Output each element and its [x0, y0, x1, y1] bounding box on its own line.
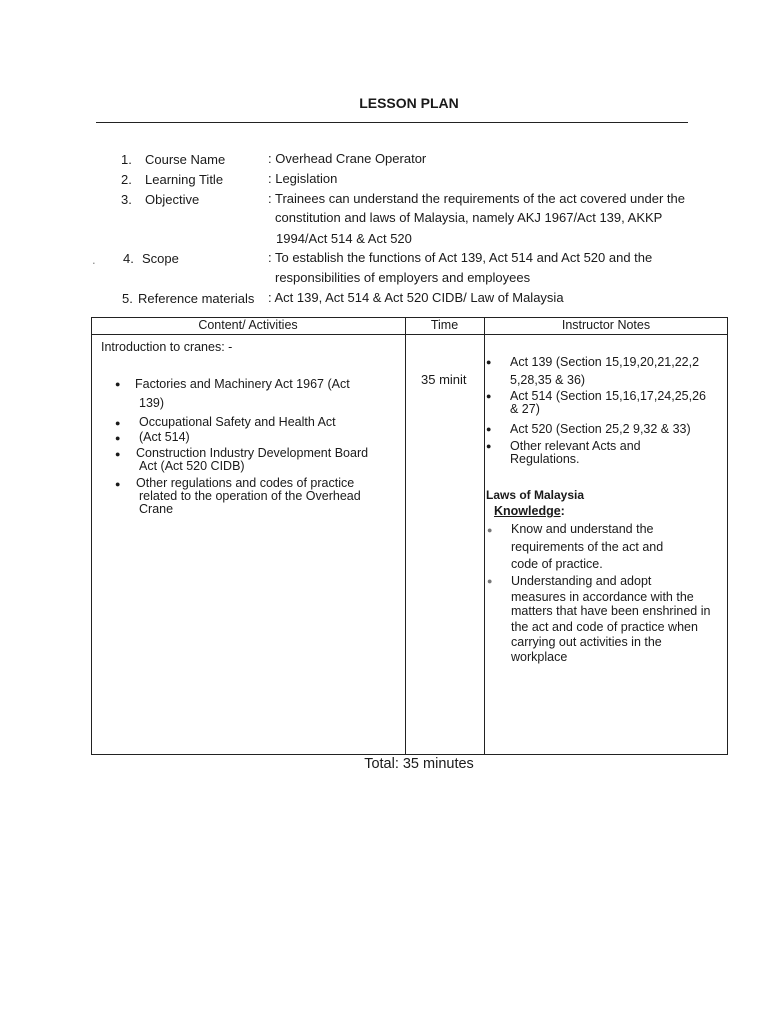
table-divider-1: [405, 317, 406, 755]
info-5-label: Reference materials: [138, 291, 255, 306]
knowledge-item-1-line2: requirements of the act and: [511, 540, 664, 554]
knowledge-heading: [494, 504, 565, 518]
notes-item-2-line2: & 27): [510, 402, 540, 416]
notes-bullet-3: ●: [486, 424, 492, 434]
notes-bullet-1: ●: [486, 357, 492, 367]
knowledge-item-2-line2: measures in accordance with the: [511, 590, 694, 604]
notes-item-4-line1: Other relevant Acts and: [510, 439, 641, 453]
info-3-num: 3.: [121, 192, 132, 207]
notes-item-1-line2: 5,28,35 & 36): [510, 373, 586, 387]
knowledge-heading-text: Knowledge: [494, 504, 561, 518]
info-4-num: 4.: [123, 251, 134, 266]
content-item-1-line1: Factories and Machinery Act 1967 (Act: [135, 377, 350, 391]
notes-item-3: Act 520 (Section 25,2 9,32 & 33): [510, 422, 691, 436]
content-item-1-line2: 139): [139, 396, 165, 410]
table-divider-2: [484, 317, 485, 755]
info-2-num: 2.: [121, 172, 132, 187]
content-bullet-3: ●: [115, 433, 121, 443]
knowledge-bullet-1: ●: [487, 525, 493, 535]
title-rule: [96, 122, 688, 123]
info-4-label: Scope: [142, 251, 179, 266]
laws-heading: Laws of Malaysia: [486, 488, 585, 502]
table-header-rule: [91, 334, 728, 335]
info-3-value-line2: constitution and laws of Malaysia, namely AKJ 1967/Act 139, AKKP: [275, 210, 663, 225]
header-notes: Instructor Notes: [561, 318, 651, 332]
info-4-value-line1: : To establish the functions of Act 139, Act 514 and Act 520 and the: [268, 250, 653, 265]
content-bullet-4: ●: [115, 449, 121, 459]
info-3-value-line3: 1994/Act 514 & Act 520: [276, 231, 412, 246]
knowledge-item-2-line6: workplace: [511, 650, 568, 664]
content-bullet-1: ●: [115, 379, 121, 389]
knowledge-bullet-2: ●: [487, 576, 493, 586]
knowledge-item-2-line3: matters that have been enshrined in: [511, 604, 711, 618]
content-item-5-line1: Other regulations and codes of practice: [136, 476, 355, 490]
notes-item-1-line1: Act 139 (Section 15,19,20,21,22,2: [510, 355, 700, 369]
notes-item-2-line1: Act 514 (Section 15,16,17,24,25,26: [510, 389, 706, 403]
page-title: LESSON PLAN: [359, 95, 459, 111]
content-bullet-5: ●: [115, 479, 121, 489]
total-duration: Total: 35 minutes: [364, 756, 474, 772]
info-2-value: : Legislation: [268, 171, 338, 186]
notes-bullet-2: ●: [486, 391, 492, 401]
content-item-5-line2: related to the operation of the Overhead: [139, 489, 361, 503]
knowledge-item-1-line3: code of practice.: [511, 557, 603, 571]
knowledge-heading-colon: :: [560, 504, 565, 518]
content-intro: Introduction to cranes: -: [101, 340, 233, 354]
content-item-4-line2: Act (Act 520 CIDB): [139, 459, 245, 473]
info-3-label: Objective: [145, 192, 200, 207]
header-time: Time: [430, 318, 459, 332]
info-1-value: : Overhead Crane Operator: [268, 151, 427, 166]
info-3-value-line1: : Trainees can understand the requirements of the act covered under the: [268, 191, 685, 206]
content-item-3: (Act 514): [139, 430, 190, 444]
content-item-5-line3: Crane: [139, 502, 174, 516]
info-1-num: 1.: [121, 152, 132, 167]
notes-item-4-line2: Regulations.: [510, 452, 580, 466]
content-bullet-2: ●: [115, 418, 121, 428]
info-1-label: Course Name: [145, 152, 226, 167]
info-5-num: 5.: [122, 291, 133, 306]
knowledge-item-2-line5: carrying out activities in the: [511, 635, 662, 649]
info-5-value: : Act 139, Act 514 & Act 520 CIDB/ Law of Malaysia: [268, 290, 564, 305]
content-item-4-line1: Construction Industry Development Board: [136, 446, 369, 460]
header-content: Content/ Activities: [198, 318, 298, 332]
info-4-value-line2: responsibilities of employers and employees: [275, 270, 531, 285]
time-value: 35 minit: [421, 372, 467, 387]
stray-mark: .: [92, 252, 96, 267]
knowledge-item-1-line1: Know and understand the: [511, 522, 654, 536]
notes-bullet-4: ●: [486, 441, 492, 451]
info-2-label: Learning Title: [145, 172, 224, 187]
knowledge-item-2-line1: Understanding and adopt: [511, 574, 652, 588]
knowledge-item-2-line4: the act and code of practice when: [511, 620, 698, 634]
content-item-2: Occupational Safety and Health Act: [139, 415, 336, 429]
